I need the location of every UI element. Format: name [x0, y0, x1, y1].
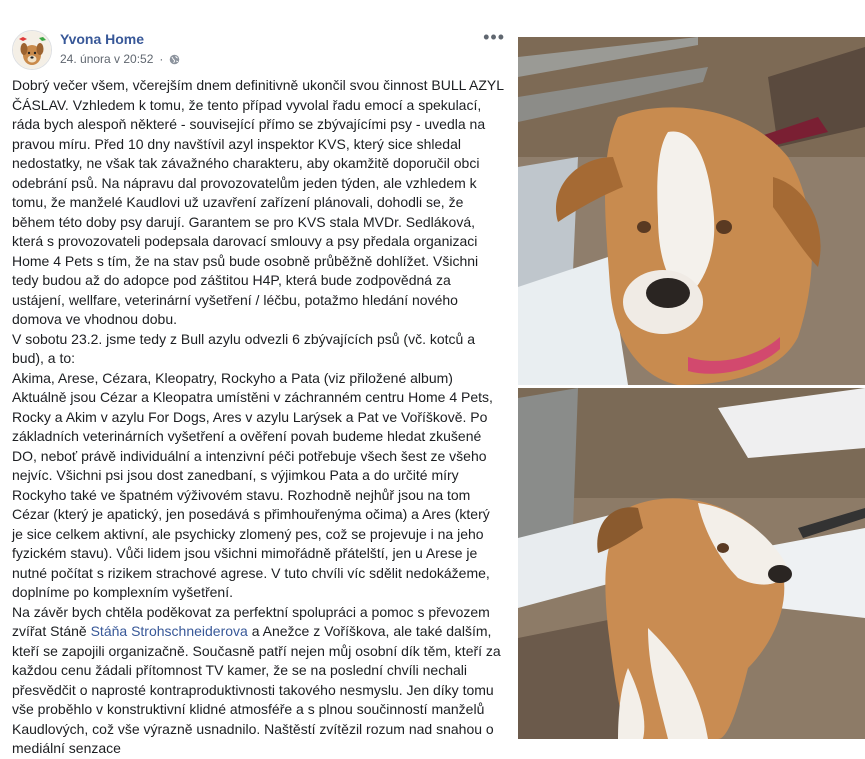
more-options-icon[interactable]: ••• — [483, 27, 505, 47]
page-avatar[interactable] — [12, 30, 52, 70]
dog-avatar-icon — [13, 31, 51, 69]
post-paragraph-1: Dobrý večer všem, včerejším dnem definitivně ukončil svou činnost BULL AZYL ČÁSLAV. Vzhledem k tomu, že tento případ vyvolal řadu emocí a spekulací, ráda bych alespoň některé - související přímo se zbývajícími psy - uvedla na pravou míru. Před 10 dny navštívil azyl inspektor KVS, který sice shledal nedostatky, ne však tak závažného charakteru, aby okamžitě doporučil obci odebrání psů. Na nápravu dal provozovatelům jeden týden, ale vzhledem k tomu, že manželé Kaudlovi už uzavření zařízení plánovali, dohodli se, že během této doby psy darují. Garantem se pro KVS stala MVDr. Sedláková, která s provozovateli podepsala darovací smlouvy a psy předala organizaci Home 4 Pets s tím, že na stav psů bude osobně průběžně dohlížet. Všichni tedy budou až do adopce pod záštitou H4P, která bude zodpovědná za ustájení, wellfare, veterinární vyšetření / léčbu, potažmo hledání nového domova ve vhodnou dobu. — [12, 77, 504, 327]
globe-icon — [169, 54, 180, 65]
post-header — [12, 28, 507, 72]
paragraph-5-end: a Anežce z Voříškova, ale také dalším, kteří se zapojili organizačně. Současně patří nejen můj osobní dík těm, kteří za každou cenu žádali přítomnost TV kamer, že se na poslední chvíli nechali přesvědčit o naprosté kontraproduktivnosti takového nesmyslu. Jen díky tomu vše proběhlo v konstruktivní klidné atmosféře a s plnou součinností manželů Kaudlových, což vše výrazně usnadnilo. Naštěstí zvítězil rozum nad snahou o mediální senzace — [12, 623, 501, 756]
dog-photo-1[interactable] — [518, 37, 865, 385]
paragraph-5-start: Na závěr bych chtěla poděkovat za perfektní spolupráci a pomoc s převozem zvířat Stáně — [12, 603, 490, 639]
post-paragraph-2: V sobotu 23.2. jsme tedy z Bull azylu odvezli 6 zbývajících psů (vč. kotců a bud), a to: — [12, 330, 475, 366]
post-paragraph-4: Aktuálně jsou Cézar a Kleopatra umístěni v záchranném centru Home 4 Pets, Rocky a Akim v azylu For Dogs, Ares v azylu Larýsek a Pat ve Voříškově. Po základních veterinárních vyšetření a ověření povah budeme hledat zkušené DO, neboť právě individuální a intenzivní péči potřebuje všech šest ze všeho nejvíc. Všichni psi jsou dost zanedbaní, s výjimkou Pata a do určité míry Rockyho také ve špatném výživovém stavu. Rozhodně nejhůř jsou na tom Cézar (který je apatický, jen posedává s přimhouřenýma očima) a Ares (který je sice celkem aktivní, ale psychicky zlomený pes, což se projevuje i na jeho fyzickém stavu). Vůči lidem jsou všichni mimořádně přátelští, jen u Arese je nutné počítat s rizikem strachové agrese. V tuto chvíli víc sdělit nedokážeme, doplníme po komplexním vyšetření. — [12, 389, 493, 600]
author-name[interactable]: Yvona Home — [60, 31, 145, 47]
post-paragraph-5 — [12, 603, 504, 759]
mention-link[interactable]: Stáňa Strohschneiderova — [90, 623, 248, 639]
post-paragraph-3: Akima, Arese, Cézara, Kleopatry, Rockyho a Pata (viz přiložené album) — [12, 369, 453, 386]
dog-photo-2[interactable] — [518, 388, 865, 739]
post-text — [12, 76, 504, 759]
dog-photo-1-image — [518, 37, 865, 385]
post-meta — [60, 52, 180, 66]
dog-photo-2-image — [518, 388, 865, 739]
meta-separator: · — [159, 52, 164, 66]
post-timestamp[interactable]: 24. února v 20:52 — [60, 52, 154, 66]
